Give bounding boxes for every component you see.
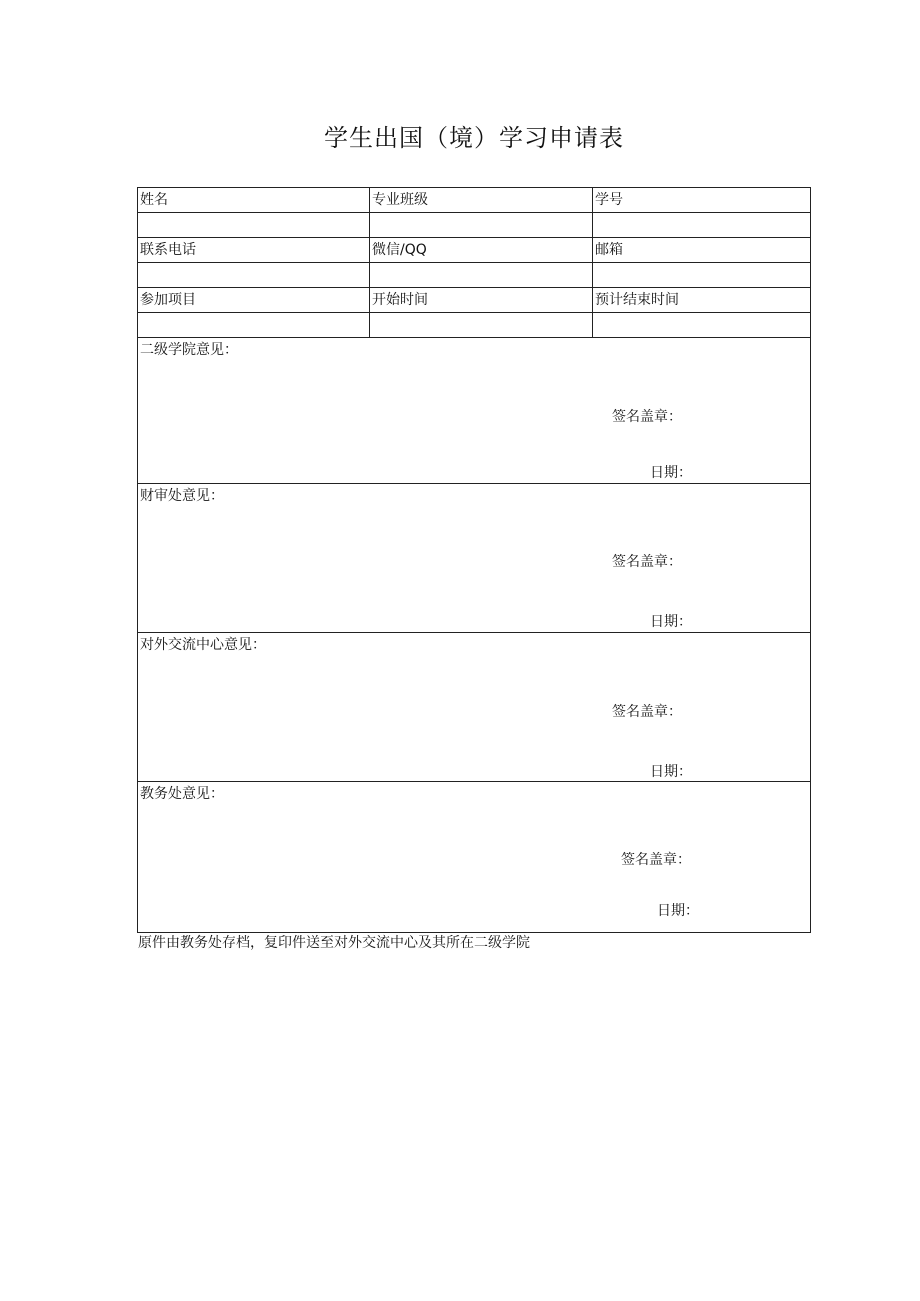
program-field[interactable] xyxy=(138,313,370,338)
opinion-row xyxy=(138,484,811,633)
wechat-qq-field[interactable] xyxy=(370,263,593,288)
opinion-row xyxy=(138,782,811,933)
field-label-row xyxy=(138,188,811,213)
major-class-field[interactable] xyxy=(370,213,593,238)
student-id-field[interactable] xyxy=(593,213,811,238)
major-class-label: 专业班级 xyxy=(370,188,593,213)
end-time-label: 预计结束时间 xyxy=(593,288,811,313)
email-field[interactable] xyxy=(593,263,811,288)
college-signature-label: 签名盖章： xyxy=(612,409,682,425)
field-label-row xyxy=(138,238,811,263)
start-time-label: 开始时间 xyxy=(370,288,593,313)
academic-affairs-opinion-label: 教务处意见： xyxy=(140,786,224,802)
name-label: 姓名 xyxy=(138,188,370,213)
application-form-table xyxy=(137,187,811,933)
college-opinion-cell[interactable] xyxy=(138,338,811,484)
exchange-center-opinion-label: 对外交流中心意见： xyxy=(140,637,266,653)
college-opinion-label: 二级学院意见： xyxy=(140,342,238,358)
page-title: 学生出国（境）学习申请表 xyxy=(324,124,624,152)
field-value-row xyxy=(138,213,811,238)
end-time-field[interactable] xyxy=(593,313,811,338)
academic-affairs-signature-label: 签名盖章： xyxy=(621,852,691,868)
finance-date-label: 日期： xyxy=(650,614,692,630)
opinion-row xyxy=(138,338,811,484)
academic-affairs-date-label: 日期： xyxy=(657,903,699,919)
academic-affairs-opinion-cell[interactable] xyxy=(138,782,811,933)
field-value-row xyxy=(138,313,811,338)
phone-label: 联系电话 xyxy=(138,238,370,263)
program-label: 参加项目 xyxy=(138,288,370,313)
exchange-center-date-label: 日期： xyxy=(650,764,692,780)
name-field[interactable] xyxy=(138,213,370,238)
start-time-field[interactable] xyxy=(370,313,593,338)
footnote: 原件由教务处存档，复印件送至对外交流中心及其所在二级学院 xyxy=(138,935,530,951)
student-id-label: 学号 xyxy=(593,188,811,213)
exchange-center-opinion-cell[interactable] xyxy=(138,633,811,782)
exchange-center-signature-label: 签名盖章： xyxy=(612,704,682,720)
email-label: 邮箱 xyxy=(593,238,811,263)
finance-signature-label: 签名盖章： xyxy=(612,554,682,570)
opinion-row xyxy=(138,633,811,782)
field-label-row xyxy=(138,288,811,313)
phone-field[interactable] xyxy=(138,263,370,288)
college-date-label: 日期： xyxy=(650,465,692,481)
wechat-qq-label: 微信/QQ xyxy=(370,238,593,263)
finance-opinion-label: 财审处意见： xyxy=(140,488,224,504)
finance-opinion-cell[interactable] xyxy=(138,484,811,633)
field-value-row xyxy=(138,263,811,288)
